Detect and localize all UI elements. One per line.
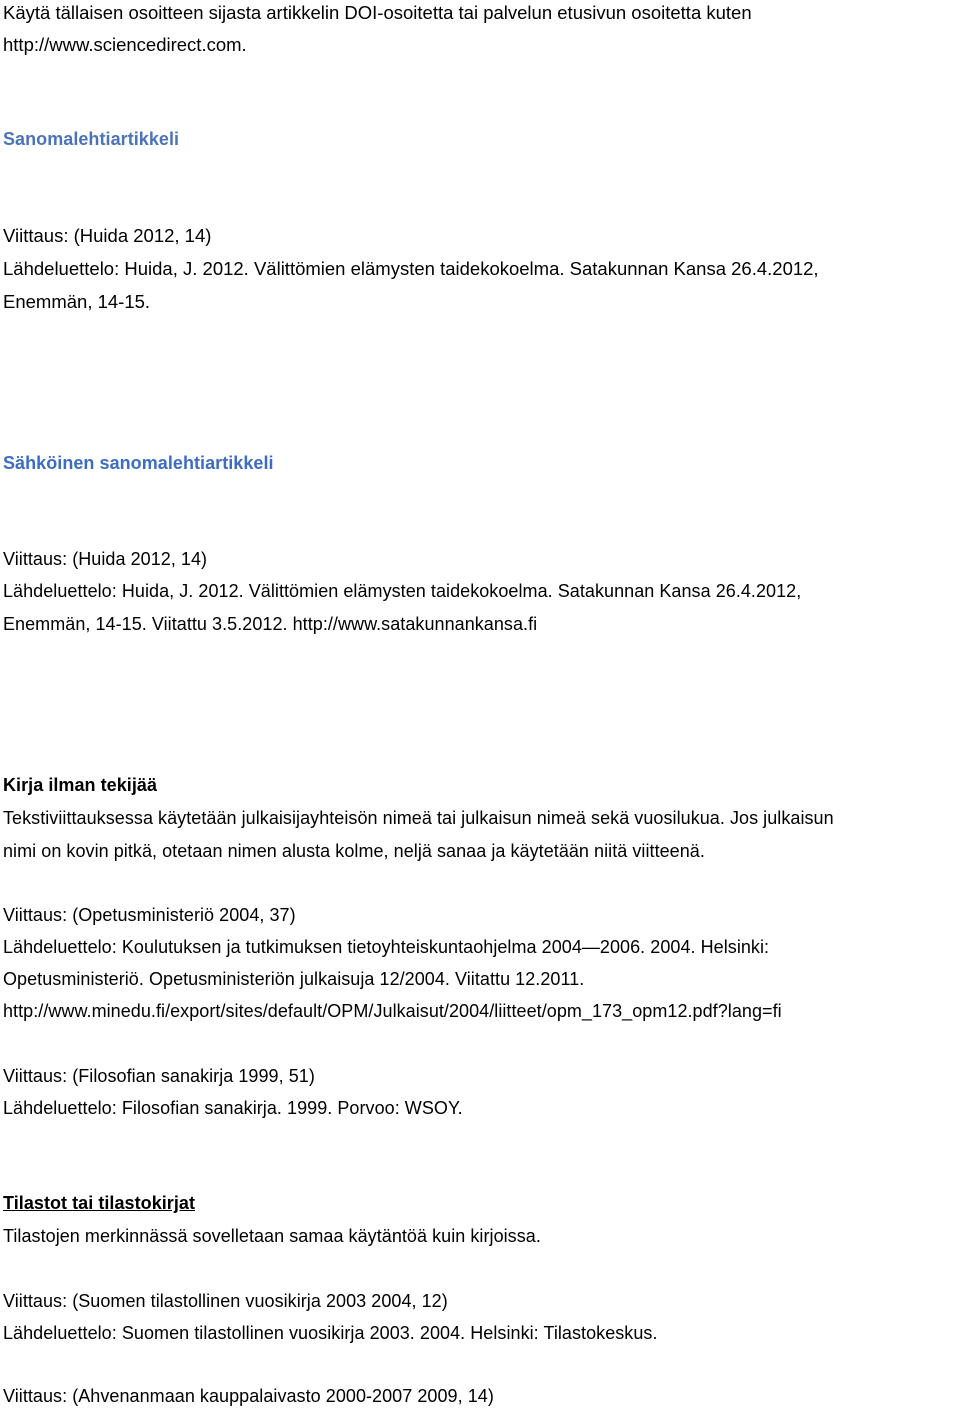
statistics-example1-reference-line-1: Lähdeluettelo: Suomen tilastollinen vuosikirja 2003. 2004. Helsinki: Tilastokeskus.: [3, 1323, 658, 1343]
newspaper-reference-line-1: Lähdeluettelo: Huida, J. 2012. Välittömien elämysten taidekokoelma. Satakunnan Kansa 26.4.2012,: [3, 258, 819, 279]
no-author-example1-reference-line-2: Opetusministeriö. Opetusministeriön julkaisuja 12/2004. Viitattu 12.2011.: [3, 969, 585, 989]
statistics-description: Tilastojen merkinnässä sovelletaan samaa käytäntöä kuin kirjoissa.: [3, 1226, 541, 1246]
section-heading-statistics: Tilastot tai tilastokirjat: [3, 1193, 196, 1213]
no-author-example1-reference-line-3[interactable]: http://www.minedu.fi/export/sites/default/OPM/Julkaisut/2004/liitteet/opm_173_opm12.pdf?lang=fi: [3, 1001, 782, 1021]
newspaper-citation: Viittaus: (Huida 2012, 14): [3, 225, 212, 246]
section-heading-no-author: Kirja ilman tekijää: [3, 775, 158, 795]
e-newspaper-reference-line-2: Enemmän, 14-15. Viitattu 3.5.2012. http://www.satakunnankansa.fi: [3, 614, 538, 634]
statistics-example2-citation: Viittaus: (Ahvenanmaan kauppalaivasto 2000-2007 2009, 14): [3, 1386, 494, 1406]
statistics-example1-citation: Viittaus: (Suomen tilastollinen vuosikirja 2003 2004, 12): [3, 1291, 448, 1311]
no-author-example1-citation: Viittaus: (Opetusministeriö 2004, 37): [3, 905, 296, 925]
no-author-description-line-1: Tekstiviittauksessa käytetään julkaisijayhteisön nimeä tai julkaisun nimeä sekä vuosilukua. Jos julkaisun: [3, 808, 834, 828]
no-author-example1-reference-line-1: Lähdeluettelo: Koulutuksen ja tutkimuksen tietoyhteiskuntaohjelma 2004—2006. 2004. Helsinki:: [3, 937, 770, 957]
no-author-description-line-2: nimi on kovin pitkä, otetaan nimen alusta kolme, neljä sanaa ja käytetään niitä viitteenä.: [3, 841, 705, 861]
e-newspaper-reference-line-1: Lähdeluettelo: Huida, J. 2012. Välittömien elämysten taidekokoelma. Satakunnan Kansa 26.4.2012,: [3, 581, 802, 601]
section-heading-e-newspaper: Sähköinen sanomalehtiartikkeli: [3, 453, 274, 473]
e-newspaper-citation: Viittaus: (Huida 2012, 14): [3, 549, 208, 569]
newspaper-reference-line-2: Enemmän, 14-15.: [3, 291, 151, 312]
intro-line-2[interactable]: http://www.sciencedirect.com.: [3, 34, 247, 55]
no-author-example2-citation: Viittaus: (Filosofian sanakirja 1999, 51): [3, 1066, 315, 1086]
intro-line-1: Käytä tällaisen osoitteen sijasta artikkelin DOI-osoitetta tai palvelun etusivun osoitetta kuten: [3, 2, 752, 23]
no-author-example2-reference-line-1: Lähdeluettelo: Filosofian sanakirja. 1999. Porvoo: WSOY.: [3, 1098, 463, 1118]
section-heading-newspaper: Sanomalehtiartikkeli: [3, 129, 180, 149]
